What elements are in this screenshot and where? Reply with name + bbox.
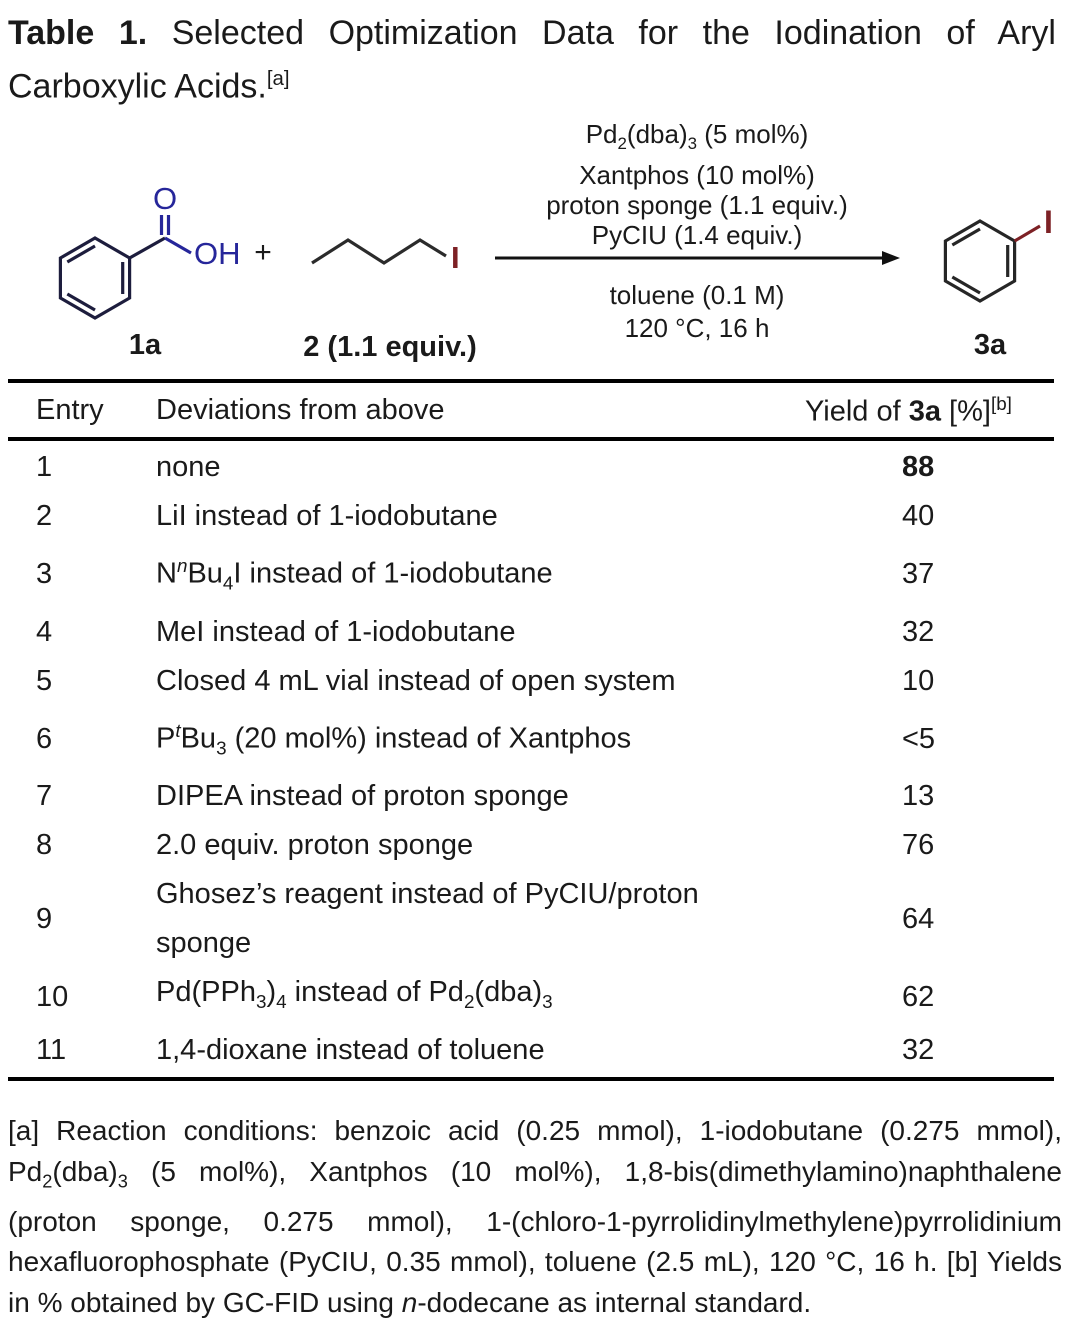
- entry-cell: 1: [36, 451, 53, 484]
- hydroxyl-label: OH: [194, 236, 241, 272]
- table-rows: [8, 441, 1054, 1081]
- deviation-cell: none: [156, 451, 221, 484]
- table-footnote: [a] Reaction conditions: benzoic acid (0.25 mmol), 1-iodobutane (0.275 mmol), $Pd_2(dba)_3$ (5 mol%), Xantphos (10 mol%), 1,8-bis(dimethylamino)naphthalene (proton sponge, 0.275 mmol), 1-(chloro-1-pyrrolidinylmethylene)pyrrolidinium hexafluorophosphate (PyCIU, 0.35 mmol), toluene (2.5 mL), 120 °C, 16 h. [b] Yields in % obtained by GC-FID using n-dodecane as internal standard.: [8, 1115, 1062, 1318]
- table-caption-line2: Carboxylic Acids.[a]: [8, 67, 290, 106]
- deviation-cell: $N^nBu_4I$ instead of 1-iodobutane: [156, 555, 553, 594]
- reaction-arrow: [492, 248, 904, 268]
- entry-cell: 3: [36, 558, 53, 591]
- table-caption: [8, 10, 1056, 109]
- table-row: [8, 870, 1054, 968]
- deviation-cell: 1,4-dioxane instead of toluene: [156, 1034, 545, 1067]
- table-row: [8, 443, 1054, 492]
- footnote-mark-a: [a]: [266, 68, 290, 90]
- deviation-cell: LiI instead of 1-iodobutane: [156, 500, 498, 533]
- table-number: Table 1.: [8, 14, 148, 52]
- table-row: [8, 1026, 1054, 1075]
- header-entry: Entry: [36, 393, 104, 426]
- entry-cell: 7: [36, 780, 53, 813]
- yield-cell: 40: [902, 500, 935, 533]
- yield-cell: 10: [902, 664, 935, 697]
- yield-cell: 32: [902, 615, 935, 648]
- reaction-scheme: [0, 111, 1080, 379]
- yield-cell: 13: [902, 780, 935, 813]
- plus-sign: +: [254, 236, 272, 270]
- table-row: [8, 706, 1054, 772]
- benzene-ring: [60, 238, 165, 318]
- entry-cell: 8: [36, 829, 53, 862]
- entry-cell: 10: [36, 980, 69, 1013]
- deviation-cell: $P^tBu_3$ (20 mol%) instead of Xantphos: [156, 719, 632, 759]
- carbon-iodine-bond: [1015, 226, 1040, 241]
- header-yield: Yield of 3a [%][b]: [805, 392, 1012, 428]
- reactant2-label: 2 (1.1 equiv.): [303, 331, 477, 364]
- entry-cell: 2: [36, 500, 53, 533]
- deviation-cell: $Pd(PPh_3)_4$ instead of $Pd_2(dba)_3$: [156, 976, 553, 1013]
- deviation-cell: Ghosez’s reagent instead of PyCIU/proton sponge: [156, 878, 699, 960]
- iodobutane-structure: [300, 226, 475, 286]
- table-row: [8, 541, 1054, 607]
- table-row: [8, 608, 1054, 657]
- table-row: [8, 772, 1054, 821]
- table-row: [8, 968, 1054, 1026]
- entry-cell: 11: [36, 1034, 67, 1067]
- deviation-cell: 2.0 equiv. proton sponge: [156, 829, 474, 862]
- entry-cell: 5: [36, 664, 53, 697]
- table-row: [8, 821, 1054, 870]
- table-header-row: [8, 383, 1054, 441]
- yield-cell: 32: [902, 1034, 935, 1067]
- yield-cell: 76: [902, 829, 935, 862]
- deviation-cell: MeI instead of 1-iodobutane: [156, 615, 516, 648]
- condition-line: proton sponge (1.1 equiv.): [546, 189, 848, 220]
- deviation-cell: Closed 4 mL vial instead of open system: [156, 664, 676, 697]
- benzene-ring: [945, 221, 1014, 301]
- yield-cell: 62: [902, 980, 935, 1013]
- condition-line: Xantphos (10 mol%): [579, 159, 815, 190]
- table-row: [8, 657, 1054, 706]
- yield-cell: 64: [902, 902, 935, 935]
- conditions-below-arrow: [495, 279, 899, 345]
- table-caption-text: Selected Optimization Data for the Iodination of Aryl: [171, 14, 1056, 52]
- condition-line: toluene (0.1 M): [609, 280, 785, 311]
- table-caption-line1: [8, 10, 1056, 56]
- butyl-chain: [312, 240, 446, 263]
- condition-line: 120 °C, 16 h: [624, 313, 770, 344]
- header-deviations: Deviations from above: [156, 393, 445, 426]
- yield-cell: 37: [902, 558, 935, 591]
- yield-cell: 88: [902, 451, 935, 484]
- table-row: [8, 492, 1054, 541]
- condition-line: $Pd_2(dba)_3$ (5 mol%): [585, 119, 809, 154]
- iodide-label: I: [451, 240, 460, 276]
- conditions-above-arrow: [495, 119, 899, 249]
- deviation-cell: DIPEA instead of proton sponge: [156, 780, 569, 813]
- carboxyl-group-bonds: [162, 215, 192, 253]
- entry-cell: 9: [36, 902, 53, 935]
- arrowhead: [882, 251, 900, 265]
- iodobenzene-structure: [910, 186, 1070, 336]
- carbonyl-oxygen-label: O: [152, 181, 178, 217]
- entry-cell: 4: [36, 615, 53, 648]
- yield-cell: <5: [902, 722, 936, 755]
- benzoic-acid-structure: [35, 161, 255, 326]
- optimization-table: [8, 379, 1054, 1081]
- iodide-label: I: [1044, 204, 1053, 241]
- condition-line: PyCIU (1.4 equiv.): [591, 219, 803, 250]
- entry-cell: 6: [36, 722, 53, 755]
- product-label: 3a: [973, 329, 1007, 362]
- reactant1-label: 1a: [128, 329, 162, 362]
